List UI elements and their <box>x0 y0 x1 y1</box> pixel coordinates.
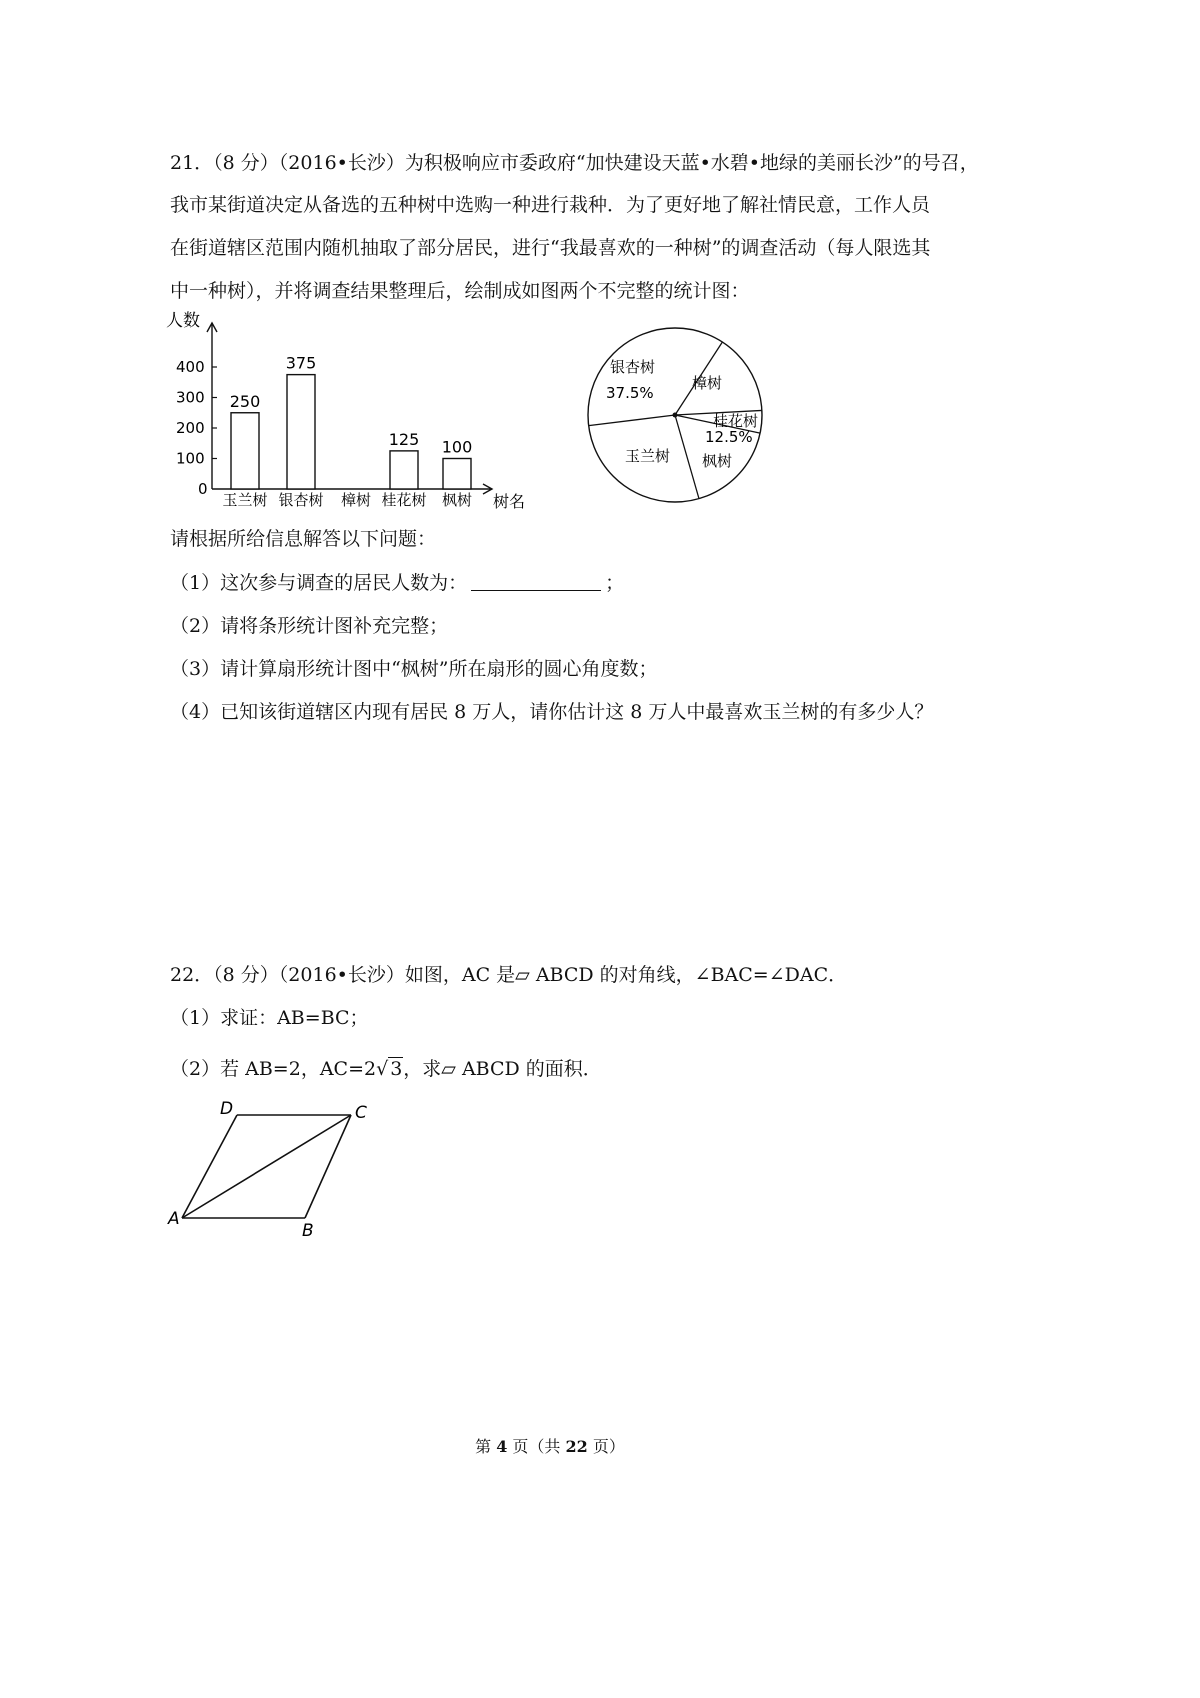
bar <box>390 451 418 489</box>
q21-line-2: 我市某街道决定从备选的五种树中选购一种进行栽种．为了更好地了解社情民意，工作人员 <box>170 194 931 216</box>
footer-pre: 第 <box>475 1437 497 1456</box>
sqrt-expression: √ 3 <box>376 1058 403 1080</box>
y-tick-label: 200 <box>176 419 205 437</box>
label-d: D <box>220 1099 234 1119</box>
y-tick-label: 100 <box>176 449 205 468</box>
footer-post: 页） <box>587 1437 625 1456</box>
q21-sub-4: （4）已知该街道辖区内现有居民 8 万人，请你估计这 8 万人中最喜欢玉兰树的有多少人？ <box>170 701 934 723</box>
bar <box>287 375 315 489</box>
q21-sub-3: （3）请计算扇形统计图中“枫树”所在扇形的圆心角度数； <box>170 658 658 680</box>
q21-line-1: 21．（8 分）（2016•长沙）为积极响应市委政府“加快建设天蓝•水碧•地绿的美丽长沙”的号召， <box>170 152 979 174</box>
pie-value-label: 12.5% <box>705 428 753 446</box>
y-tick-label: 300 <box>176 388 205 407</box>
footer-page: 4 <box>496 1437 508 1456</box>
q21-line-4: 中一种树），并将调查结果整理后，绘制成如图两个不完整的统计图： <box>170 280 750 302</box>
q21-sub-2: （2）请将条形统计图补充完整； <box>170 615 449 637</box>
x-tick-label: 玉兰树 <box>222 491 268 509</box>
q21-prompt: 请根据所给信息解答以下问题： <box>170 528 437 550</box>
sqrt-radicand: 3 <box>390 1058 403 1080</box>
diagonal-ac <box>182 1115 351 1218</box>
x-tick-label: 樟树 <box>340 491 372 509</box>
q22-sub-1: （1）求证：AB=BC； <box>170 1007 369 1029</box>
x-tick-label: 桂花树 <box>381 491 427 509</box>
sqrt-coefficient: 2 <box>364 1058 377 1080</box>
page-footer <box>0 1434 1100 1457</box>
data-label: 250 <box>229 391 261 411</box>
bar-chart <box>160 305 540 515</box>
q22-sub-2-end: ，求▱ ABCD 的面积． <box>403 1058 602 1080</box>
x-tick-label: 银杏树 <box>278 491 324 509</box>
q22-line-1: 22．（8 分）（2016•长沙）如图，AC 是▱ ABCD 的对角线，∠BAC=∠DAC． <box>170 964 848 986</box>
pie-slice-label: 樟树 <box>692 374 723 392</box>
pie-slice-label: 玉兰树 <box>625 447 671 465</box>
pie-value-label: 37.5% <box>606 384 654 402</box>
data-label: 125 <box>388 429 420 449</box>
footer-mid: 页（共 <box>507 1437 566 1456</box>
edge-da <box>182 1115 237 1218</box>
pie-slice-label: 枫树 <box>702 452 733 470</box>
y-tick-label: 0 <box>198 480 208 498</box>
edge-bc <box>305 1115 351 1218</box>
pie-chart <box>580 318 770 508</box>
data-label: 100 <box>441 437 473 457</box>
q21-sub-1-end: ； <box>605 572 625 594</box>
data-label: 375 <box>285 353 317 373</box>
q22-sub-2-text: （2）若 AB=2，AC= <box>170 1058 364 1080</box>
pie-center <box>673 413 678 418</box>
y-axis-label: 人数 <box>166 311 200 331</box>
bar <box>231 413 259 489</box>
q21-sub-1 <box>170 568 624 595</box>
x-tick-label: 枫树 <box>441 491 473 509</box>
bar <box>443 459 471 490</box>
footer-total: 22 <box>565 1437 588 1456</box>
q21-sub-1-text: （1）这次参与调查的居民人数为： <box>170 572 468 594</box>
label-a: A <box>168 1209 180 1229</box>
label-c: C <box>355 1103 367 1123</box>
y-tick-label: 400 <box>176 358 205 376</box>
x-axis-label: 树名 <box>493 492 526 511</box>
q22-sub-2 <box>170 1054 602 1081</box>
answer-blank[interactable] <box>471 572 601 591</box>
label-b: B <box>302 1221 314 1240</box>
q21-line-3: 在街道辖区范围内随机抽取了部分居民，进行“我最喜欢的一种树”的调查活动（每人限选其 <box>170 237 931 259</box>
parallelogram-figure <box>160 1090 390 1240</box>
pie-slice-label: 银杏树 <box>610 358 656 376</box>
pie-slice-label: 桂花树 <box>713 412 759 430</box>
